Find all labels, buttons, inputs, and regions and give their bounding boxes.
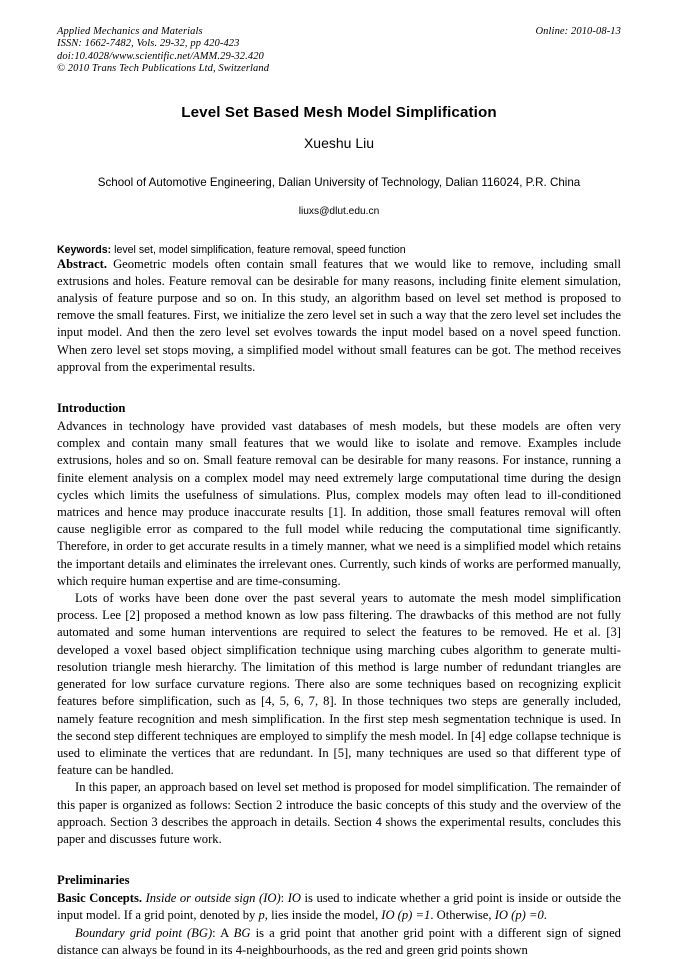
author-email: liuxs@dlut.edu.cn	[298, 205, 380, 217]
keywords-line	[57, 244, 621, 256]
section-heading-preliminaries: Preliminaries	[57, 873, 130, 888]
author-affiliation: School of Automotive Engineering, Dalian University of Technology, Dalian 116024, P.R. China	[97, 175, 581, 189]
intro-paragraph-3: In this paper, an approach based on level set method is proposed for model simplification. The remainder of this paper is organized as follows: Section 2 introduce the basic concepts of this study and the overview of the approach. Section 3 describes the approach in details. Section 4 shows the experimental results, concludes this paper and discusses future work.	[57, 780, 621, 846]
journal-copyright: © 2010 Trans Tech Publications Ltd, Switzerland	[57, 63, 270, 75]
abstract-text: Geometric models often contain small features that we would like to remove, including small extrusions and holes. Feature removal can be desirable for many reasons, including finite element simulation, analysis of feature purpose and so on. In this study, an algorithm based on level set method is proposed to remove the small features. First, we initialize the zero level set in such a way that the zero level set includes the input model. And then the zero level set evolves towards the input model based on a novel speed function. When zero level set stops moving, a simplified model without small features can be got. The method receives approval from the experimental results.	[57, 256, 621, 374]
abstract-paragraph	[57, 256, 621, 376]
journal-issn-volume: ISSN: 1662-7482, Vols. 29-32, pp 420-423	[57, 38, 240, 50]
journal-doi: doi:10.4028/www.scientific.net/AMM.29-32.420	[57, 50, 264, 62]
basic-concepts-paragraph	[57, 890, 621, 924]
abstract-label: Abstract.	[57, 256, 108, 271]
journal-name: Applied Mechanics and Materials	[57, 26, 203, 37]
boundary-grid-point-text: Boundary grid point (BG): A BG is a grid point that another grid point with a different sign of signed distance can always be found in its 4-neighbourhoods, as the red and green grid points shown	[57, 925, 621, 957]
section-heading-introduction: Introduction	[57, 401, 126, 416]
author-name: Xueshu Liu	[303, 134, 375, 151]
keywords-label: Keywords:	[57, 243, 112, 256]
boundary-grid-point-paragraph	[57, 925, 621, 959]
basic-concepts-text: Inside or outside sign (IO): IO is used to indicate whether a grid point is inside or outside the input model. If a grid point, denoted by p, lies inside the model, IO (p) =1. Otherwise, IO (p) =0.	[57, 891, 621, 923]
basic-concepts-label: Basic Concepts.	[57, 891, 143, 906]
online-date: Online: 2010-08-13	[535, 26, 621, 37]
journal-header	[57, 26, 621, 76]
intro-paragraph-1: Advances in technology have provided vast databases of mesh models, but these models are often very complex and contain many small features that we would like to isolate and remove. Examples include extrusions, holes and so on. Small feature removal can be desirable for many reasons. For instance, running a finite element analysis on a complex model may need extremely large computational time during the design cycles which limits the usefulness of simulations. Plus, complex models may often lead to ill-conditioned matrices and hence may produce inaccurate results [1]. In addition, those small features removal will often cause negligible error as compared to the full model while reducing the computational time significantly. Therefore, in order to get accurate results in a timely manner, what we need is a simplified model which retains the important details and eliminates the irrelevant ones. Currently, such kinds of works are performed manually, which require human expertise and are time-consuming.	[57, 419, 621, 588]
journal-header-left	[57, 26, 452, 76]
keywords-value: level set, model simplification, feature removal, speed function	[114, 243, 406, 256]
page-title: Level Set Based Mesh Model Simplification	[181, 103, 497, 121]
intro-paragraph-2: Lots of works have been done over the past several years to automate the mesh model simplification process. Lee [2] proposed a method known as low pass filtering. The drawbacks of this method are not fully automated and some human interventions are required to select the features to be removed. He et al. [3] developed a voxel based object simplification technique using marching cubes algorithm to generate multi-resolution triangle mesh hierarchy. The limitation of this method is large number of redundant triangles are generated for low surface curvature regions. There also are some techniques based on recognizing explicit features before simplification, such as [4, 5, 6, 7, 8]. In those techniques two steps are generally included, namely feature recognition and mesh simplification. In the first step mesh segmentation technique is used. In the second step different techniques are employed to simplify the mesh model. In [4] edge collapse technique is used to eliminate the vertices that are redundant. In [5], many techniques are used so that different type of feature can be handled.	[57, 591, 621, 778]
